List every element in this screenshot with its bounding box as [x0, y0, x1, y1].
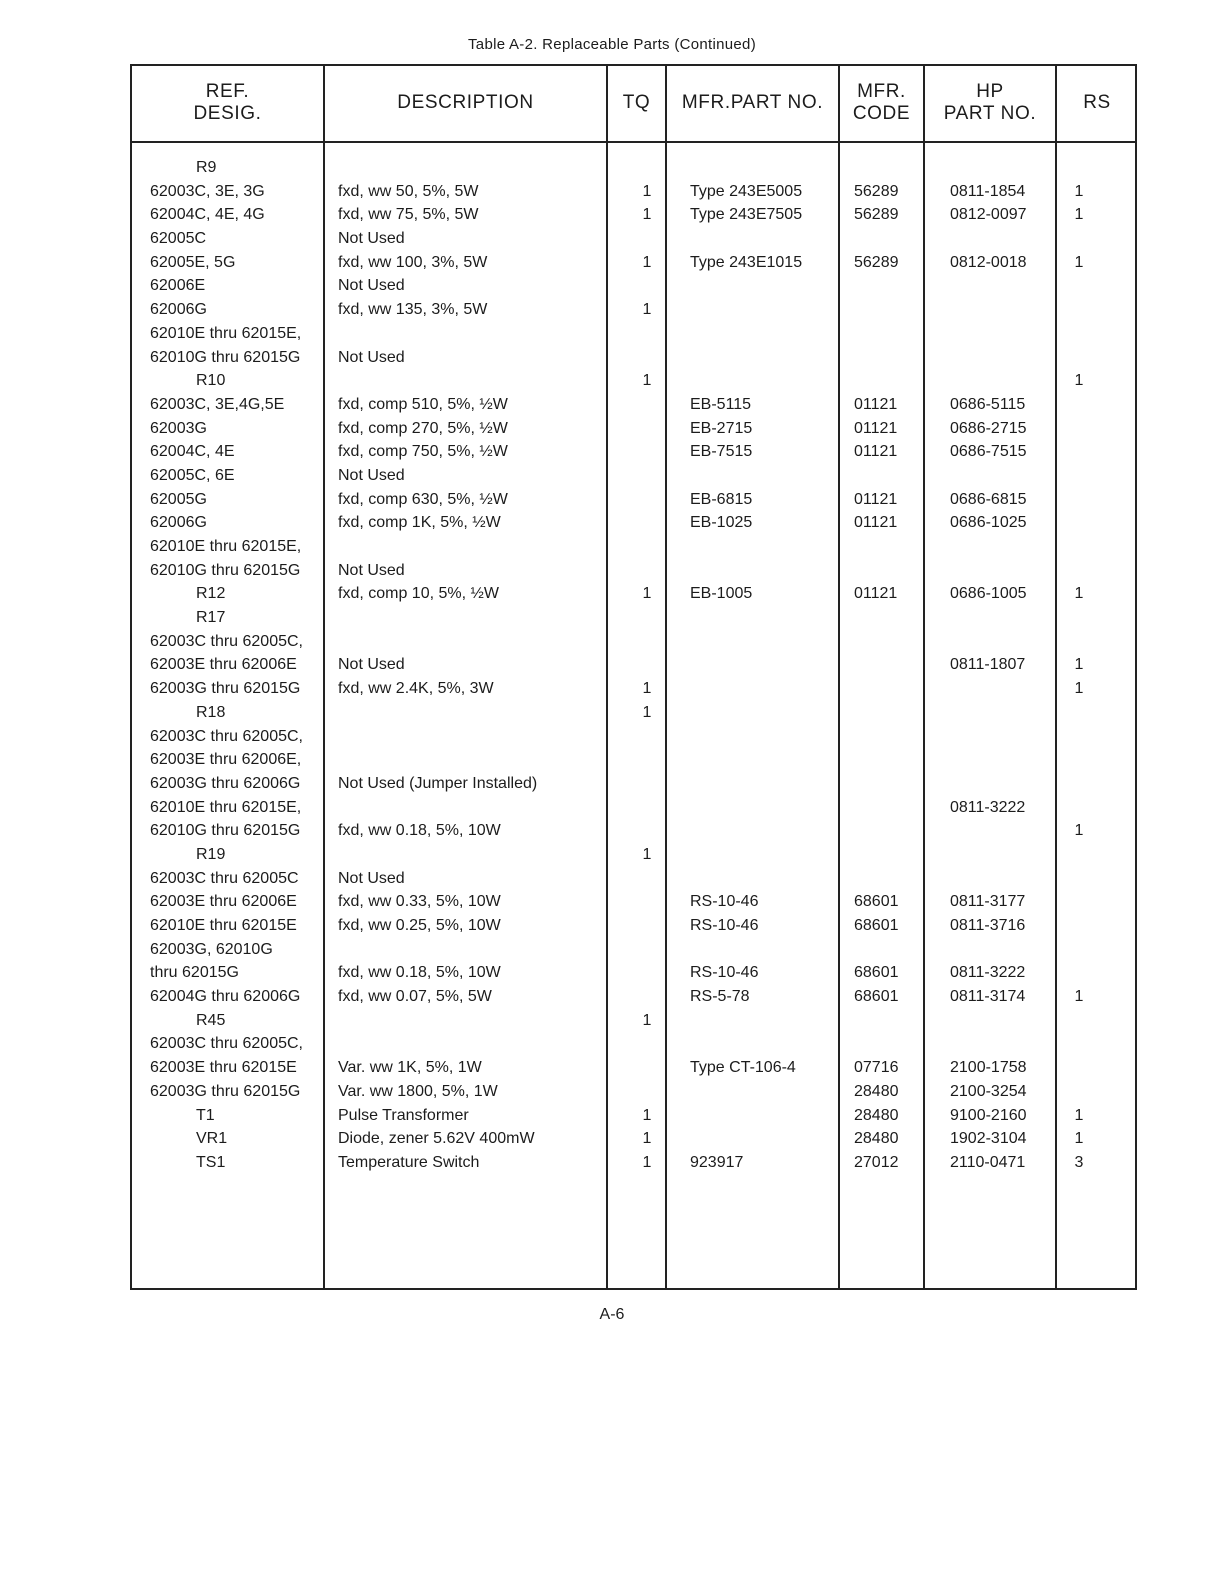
cell-code: 01121 [854, 419, 898, 437]
cell-code: 68601 [854, 917, 899, 934]
cell-hp: 0686-1025 [950, 514, 1027, 532]
table-row [130, 653, 1137, 677]
cell-hp: 0811-3222 [950, 964, 1026, 982]
cell-rs: 1 [1074, 1106, 1084, 1124]
cell-ref: 62003E thru 62006E, [150, 751, 302, 769]
cell-desc: Var. ww 1K, 5%, 1W [338, 1059, 482, 1077]
cell-mfr: RS-5-78 [690, 988, 750, 1006]
cell-ref: 62006E [150, 277, 206, 295]
cell-ref: 62004G thru 62006G [150, 988, 301, 1006]
table-row [130, 819, 1137, 843]
cell-tq: 1 [642, 845, 652, 863]
table-row [130, 1080, 1137, 1104]
table-row [130, 180, 1137, 204]
cell-mfr: Type 243E1015 [690, 253, 803, 271]
cell-ref: R19 [196, 845, 226, 863]
cell-ref: 62005G [150, 490, 207, 508]
table-row [130, 1056, 1137, 1080]
cell-ref: R18 [196, 703, 226, 721]
cell-code: 27012 [854, 1153, 899, 1171]
cell-ref: 62005C [150, 230, 207, 248]
table-row [130, 535, 1137, 559]
cell-code: 56289 [854, 253, 899, 271]
table-row [130, 1151, 1137, 1175]
cell-ref: 62010E thru 62015E, [150, 324, 302, 342]
cell-rs: 1 [1074, 822, 1084, 840]
cell-ref: R9 [196, 159, 217, 176]
table-row [130, 1127, 1137, 1151]
cell-code: 28480 [854, 1130, 899, 1148]
header-tq: TQ [622, 92, 651, 113]
table-row [130, 938, 1137, 962]
cell-ref: 62003E thru 62015E [150, 1059, 297, 1077]
table-row [130, 369, 1137, 393]
table-row [130, 1032, 1137, 1056]
cell-hp: 0811-1854 [950, 182, 1026, 200]
table-row [130, 701, 1137, 725]
cell-hp: 2110-0471 [950, 1153, 1026, 1171]
header-rs: RS [1083, 92, 1111, 113]
table-row [130, 251, 1137, 275]
cell-desc: fxd, ww 135, 3%, 5W [338, 301, 488, 319]
header-ref-desig: REF. DESIG. [193, 81, 262, 124]
table-caption: Table A-2. Replaceable Parts (Continued) [468, 36, 756, 53]
cell-desc: Not Used [338, 561, 405, 579]
cell-rs: 3 [1074, 1153, 1084, 1171]
cell-ref: thru 62015G [150, 964, 239, 982]
cell-ref: 62010G thru 62015G [150, 822, 301, 840]
table-row [130, 322, 1137, 346]
header-divider [130, 141, 1137, 143]
header-mfr-part-no: MFR.PART NO. [681, 92, 824, 113]
cell-mfr: EB-1005 [690, 585, 753, 603]
cell-hp: 0686-5115 [950, 395, 1026, 413]
table-row [130, 393, 1137, 417]
cell-tq: 1 [642, 1130, 652, 1148]
cell-desc: fxd, comp 630, 5%, ½W [338, 490, 508, 508]
cell-tq: 1 [642, 1106, 652, 1124]
cell-desc: Not Used [338, 466, 405, 484]
cell-desc: Not Used [338, 348, 405, 366]
cell-desc: Temperature Switch [338, 1153, 480, 1171]
cell-rs: 1 [1074, 656, 1084, 674]
cell-hp: 0811-1807 [950, 656, 1026, 674]
cell-code: 01121 [854, 443, 898, 461]
cell-hp: 0811-3716 [950, 917, 1026, 934]
cell-hp: 2100-1758 [950, 1059, 1027, 1077]
table-row [130, 298, 1137, 322]
cell-ref: 62003E thru 62006E [150, 656, 297, 674]
cell-desc: Not Used [338, 869, 405, 887]
cell-mfr: RS-10-46 [690, 893, 759, 911]
cell-ref: 62003C, 3E,4G,5E [150, 395, 285, 413]
table-row [130, 346, 1137, 370]
cell-tq: 1 [642, 182, 652, 200]
table-row [130, 772, 1137, 796]
table-row [130, 867, 1137, 891]
table-row [130, 725, 1137, 749]
cell-ref: 62003C, 3E, 3G [150, 182, 265, 200]
cell-ref: 62005E, 5G [150, 253, 236, 271]
cell-ref: 62006G [150, 514, 207, 532]
cell-code: 68601 [854, 893, 899, 911]
cell-tq: 1 [642, 301, 652, 319]
cell-ref: 62003G thru 62006G [150, 774, 301, 792]
cell-code: 68601 [854, 964, 899, 982]
cell-mfr: Type CT-106-4 [690, 1059, 796, 1077]
cell-hp: 0811-3177 [950, 893, 1026, 911]
cell-hp: 9100-2160 [950, 1106, 1027, 1124]
cell-desc: Not Used [338, 656, 405, 674]
cell-mfr: Type 243E7505 [690, 206, 803, 224]
cell-ref: TS1 [196, 1153, 226, 1171]
cell-hp: 0811-3174 [950, 988, 1026, 1006]
cell-rs: 1 [1074, 585, 1084, 603]
cell-ref: 62003C thru 62005C [150, 869, 299, 887]
cell-ref: 62006G [150, 301, 207, 319]
cell-code: 28480 [854, 1106, 899, 1124]
table-row [130, 961, 1137, 985]
cell-desc: Not Used (Jumper Installed) [338, 774, 538, 792]
cell-ref: 62003C thru 62005C, [150, 1035, 303, 1053]
cell-ref: 62004C, 4E, 4G [150, 206, 265, 224]
cell-ref: 62003G thru 62015G [150, 680, 301, 698]
cell-hp: 0686-1005 [950, 585, 1027, 603]
cell-tq: 1 [642, 680, 652, 698]
cell-tq: 1 [642, 585, 652, 603]
cell-ref: 62010E thru 62015E, [150, 538, 302, 555]
cell-code: 56289 [854, 182, 899, 200]
cell-code: 56289 [854, 206, 899, 224]
cell-tq: 1 [642, 1011, 652, 1029]
table-row [130, 606, 1137, 630]
cell-desc: Var. ww 1800, 5%, 1W [338, 1082, 498, 1100]
cell-tq: 1 [642, 206, 652, 224]
cell-ref: 62003C thru 62005C, [150, 632, 303, 650]
table-row [130, 440, 1137, 464]
table-row [130, 677, 1137, 701]
cell-desc: fxd, ww 0.07, 5%, 5W [338, 988, 492, 1006]
cell-ref: 62010G thru 62015G [150, 348, 301, 366]
cell-ref: R10 [196, 372, 226, 390]
cell-mfr: EB-2715 [690, 419, 753, 437]
cell-hp: 0686-7515 [950, 443, 1027, 461]
cell-ref: VR1 [196, 1130, 228, 1148]
cell-ref: 62004C, 4E [150, 443, 235, 461]
cell-rs: 1 [1074, 1130, 1084, 1148]
cell-ref: R12 [196, 585, 226, 603]
cell-ref: 62003G [150, 419, 207, 437]
table-row [130, 985, 1137, 1009]
cell-desc: Pulse Transformer [338, 1106, 469, 1124]
cell-ref: R17 [196, 609, 226, 627]
cell-hp: 0686-2715 [950, 419, 1027, 437]
cell-rs: 1 [1074, 206, 1084, 224]
cell-mfr: EB-6815 [690, 490, 753, 508]
cell-desc: fxd, ww 0.33, 5%, 10W [338, 893, 501, 911]
header-description: DESCRIPTION [397, 92, 534, 113]
cell-desc: fxd, comp 270, 5%, ½W [338, 419, 508, 437]
cell-tq: 1 [642, 253, 652, 271]
cell-ref: 62005C, 6E [150, 466, 235, 484]
table-row [130, 417, 1137, 441]
cell-code: 01121 [854, 395, 898, 413]
cell-hp: 0686-6815 [950, 490, 1027, 508]
cell-tq: 1 [642, 1153, 652, 1171]
cell-desc: fxd, ww 2.4K, 5%, 3W [338, 680, 494, 698]
table-row [130, 274, 1137, 298]
cell-rs: 1 [1074, 182, 1084, 200]
cell-mfr: 923917 [690, 1153, 744, 1171]
cell-desc: fxd, ww 75, 5%, 5W [338, 206, 479, 224]
parts-table-body [130, 156, 1137, 1175]
cell-ref: 62010E thru 62015E [150, 917, 297, 934]
cell-mfr: RS-10-46 [690, 964, 759, 982]
table-row [130, 796, 1137, 820]
page-number: A-6 [599, 1306, 625, 1323]
table-row [130, 559, 1137, 583]
cell-ref: R45 [196, 1011, 226, 1029]
table-row [130, 203, 1137, 227]
table-row [130, 1104, 1137, 1128]
cell-code: 07716 [854, 1059, 899, 1077]
cell-ref: 62003G thru 62015G [150, 1082, 301, 1100]
cell-ref: 62003C thru 62005C, [150, 727, 303, 745]
cell-ref: 62010G thru 62015G [150, 561, 301, 579]
cell-ref: T1 [196, 1106, 215, 1124]
cell-ref: 62003E thru 62006E [150, 893, 297, 911]
cell-mfr: EB-7515 [690, 443, 753, 461]
cell-rs: 1 [1074, 372, 1084, 390]
cell-ref: 62010E thru 62015E, [150, 798, 302, 816]
table-row [130, 1009, 1137, 1033]
table-row [130, 843, 1137, 867]
cell-hp: 0812-0097 [950, 206, 1027, 224]
cell-desc: Not Used [338, 277, 405, 295]
cell-desc: fxd, comp 750, 5%, ½W [338, 443, 508, 461]
header-mfr-code: MFR. CODE [852, 81, 911, 124]
cell-code: 01121 [854, 514, 898, 532]
cell-desc: fxd, comp 510, 5%, ½W [338, 395, 508, 413]
cell-rs: 1 [1074, 253, 1084, 271]
table-row [130, 630, 1137, 654]
cell-hp: 1902-3104 [950, 1130, 1027, 1148]
cell-mfr: EB-5115 [690, 395, 752, 413]
cell-rs: 1 [1074, 680, 1084, 698]
cell-mfr: RS-10-46 [690, 917, 759, 934]
table-row [130, 488, 1137, 512]
table-row [130, 156, 1137, 180]
cell-desc: fxd, ww 100, 3%, 5W [338, 253, 488, 271]
cell-desc: fxd, ww 50, 5%, 5W [338, 182, 479, 200]
cell-desc: fxd, ww 0.18, 5%, 10W [338, 964, 501, 982]
cell-code: 01121 [854, 490, 898, 508]
cell-tq: 1 [642, 372, 652, 390]
cell-desc: fxd, comp 10, 5%, ½W [338, 585, 499, 603]
cell-desc: fxd, ww 0.25, 5%, 10W [338, 917, 501, 934]
cell-code: 28480 [854, 1082, 899, 1100]
table-row [130, 464, 1137, 488]
cell-tq: 1 [642, 703, 652, 721]
table-row [130, 227, 1137, 251]
cell-mfr: EB-1025 [690, 514, 753, 532]
cell-desc: Diode, zener 5.62V 400mW [338, 1130, 535, 1148]
table-row [130, 748, 1137, 772]
table-row [130, 914, 1137, 938]
cell-hp: 0811-3222 [950, 798, 1026, 816]
table-row [130, 511, 1137, 535]
cell-desc: fxd, comp 1K, 5%, ½W [338, 514, 501, 532]
cell-rs: 1 [1074, 988, 1084, 1006]
cell-hp: 0812-0018 [950, 253, 1027, 271]
cell-code: 01121 [854, 585, 898, 603]
table-row [130, 890, 1137, 914]
header-hp-part-no: HP PART NO. [943, 81, 1037, 124]
table-row [130, 582, 1137, 606]
cell-hp: 2100-3254 [950, 1082, 1027, 1100]
cell-mfr: Type 243E5005 [690, 182, 803, 200]
cell-ref: 62003G, 62010G [150, 940, 273, 958]
cell-code: 68601 [854, 988, 899, 1006]
cell-desc: Not Used [338, 230, 405, 248]
cell-desc: fxd, ww 0.18, 5%, 10W [338, 822, 501, 840]
